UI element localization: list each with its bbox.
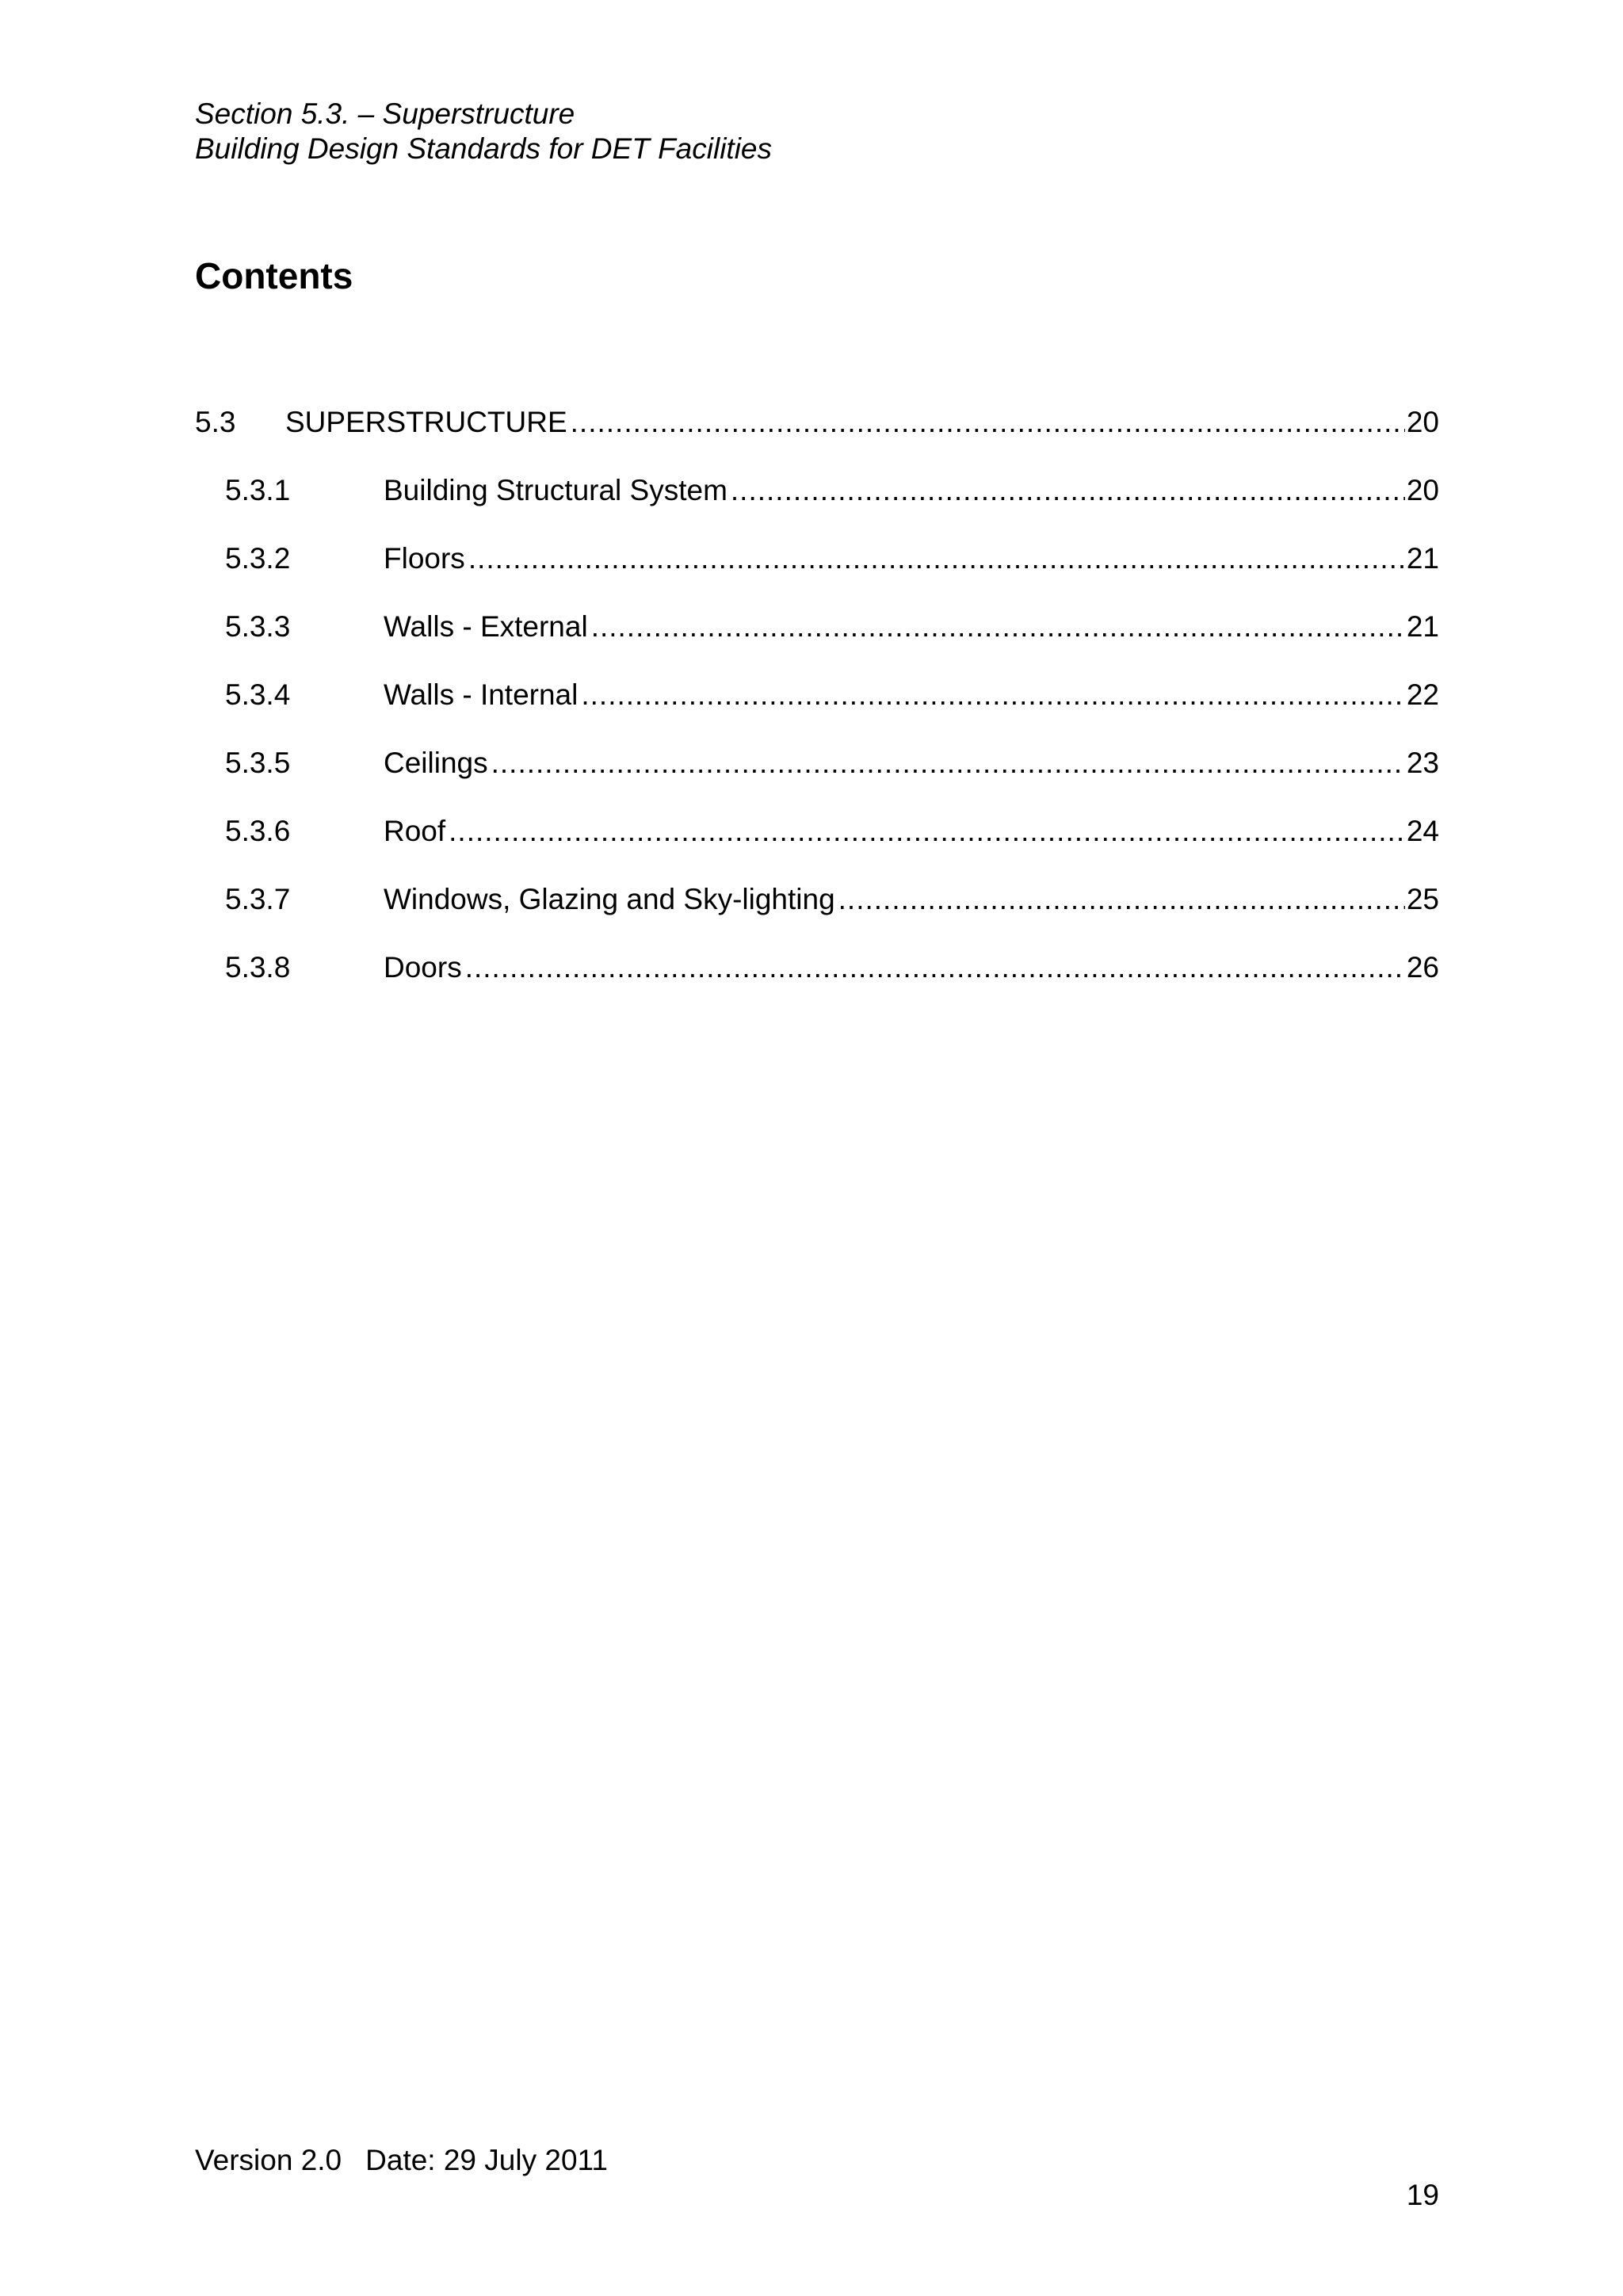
- toc-entry-label: SUPERSTRUCTURE: [285, 406, 571, 439]
- toc-entry-page: 25: [1406, 883, 1439, 915]
- toc-entry-number: 5.3.6: [225, 815, 291, 847]
- toc-entry-page: 26: [1406, 951, 1439, 984]
- page-number: 19: [1406, 2179, 1439, 2211]
- toc-entry-page: 21: [1406, 542, 1439, 575]
- toc-entry-page: 20: [1406, 474, 1439, 506]
- toc-entry-label: Floors: [384, 542, 468, 575]
- toc-entry-label: Ceilings: [384, 747, 491, 780]
- header-section-title: Section 5.3. – Superstructure: [195, 97, 575, 130]
- toc-entry-number: 5.3.5: [225, 747, 291, 779]
- toc-leader-dots: [449, 815, 1405, 848]
- toc-leader-dots: [581, 678, 1404, 712]
- toc-entry-number: 5.3.3: [225, 610, 291, 643]
- toc-entry-label: Roof: [384, 815, 449, 848]
- toc-entry-5-3-8[interactable]: [195, 951, 1439, 1019]
- table-of-contents: [195, 406, 1439, 1019]
- toc-leader-dots: [468, 542, 1405, 575]
- footer-date: Date: 29 July 2011: [365, 2144, 608, 2176]
- toc-entry-page: 20: [1406, 406, 1439, 438]
- toc-leader-dots: [731, 474, 1405, 507]
- page-header: [195, 97, 772, 166]
- toc-entry-5-3[interactable]: [195, 406, 1439, 474]
- header-document-title: Building Design Standards for DET Facilities: [195, 132, 772, 165]
- toc-entry-label: Doors: [384, 951, 465, 984]
- toc-entry-label: Walls - External: [384, 610, 591, 644]
- toc-entry-number: 5.3.2: [225, 542, 291, 575]
- toc-entry-number: 5.3.7: [225, 883, 291, 915]
- contents-heading: Contents: [195, 255, 353, 296]
- toc-entry-page: 23: [1406, 747, 1439, 779]
- toc-leader-dots: [465, 951, 1405, 984]
- toc-entry-5-3-2[interactable]: [195, 542, 1439, 610]
- toc-leader-dots: [591, 610, 1405, 644]
- toc-entry-page: 24: [1406, 815, 1439, 847]
- footer-version-date: [195, 2143, 632, 2178]
- toc-entry-number: 5.3: [195, 406, 236, 438]
- toc-entry-5-3-6[interactable]: [195, 815, 1439, 883]
- toc-entry-label: Walls - Internal: [384, 678, 581, 712]
- toc-entry-number: 5.3.4: [225, 678, 291, 711]
- toc-entry-5-3-5[interactable]: [195, 747, 1439, 815]
- toc-entry-label: Windows, Glazing and Sky-lighting: [384, 883, 838, 916]
- toc-leader-dots: [491, 747, 1405, 780]
- footer-version: Version 2.0: [195, 2144, 342, 2176]
- toc-entry-number: 5.3.1: [225, 474, 291, 506]
- toc-entry-page: 21: [1406, 610, 1439, 643]
- toc-entry-number: 5.3.8: [225, 951, 291, 984]
- toc-entry-5-3-3[interactable]: [195, 610, 1439, 678]
- toc-entry-page: 22: [1406, 678, 1439, 711]
- toc-leader-dots: [838, 883, 1405, 916]
- toc-entry-label: Building Structural System: [384, 474, 731, 507]
- toc-leader-dots: [571, 406, 1405, 439]
- toc-entry-5-3-1[interactable]: [195, 474, 1439, 542]
- toc-entry-5-3-4[interactable]: [195, 678, 1439, 747]
- toc-entry-5-3-7[interactable]: [195, 883, 1439, 951]
